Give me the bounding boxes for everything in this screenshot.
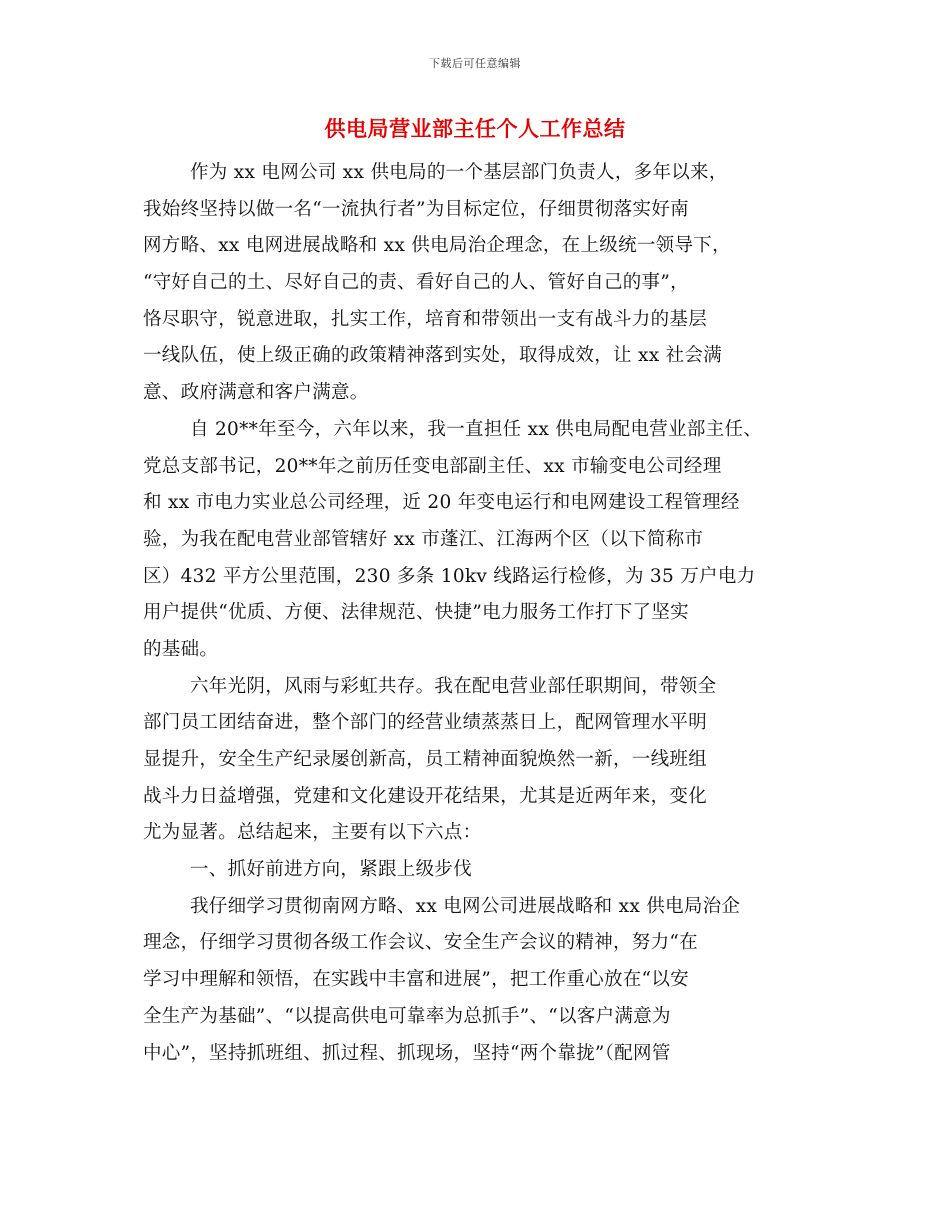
document-title: 供电局营业部主任个人工作总结 xyxy=(324,116,626,141)
text-line: 学习中理解和领悟，在实践中丰富和进展”，把工作重心放在“以安 xyxy=(143,969,689,991)
text-line: 恪尽职守，锐意进取，扎实工作，培育和带领出一支有战斗力的基层 xyxy=(143,308,708,330)
text-line: 部门员工团结奋进，整个部门的经营业绩蒸蒸日上，配网管理水平明 xyxy=(143,712,708,734)
text-line: 中心”，坚持抓班组、抓过程、抓现场，坚持“两个靠拢”（配网管 xyxy=(143,1042,671,1064)
paragraph-4 xyxy=(143,889,823,1072)
text-line: 我始终坚持以做一名“一流执行者”为目标定位，仔细贯彻落实好南 xyxy=(143,198,689,220)
text-line: 用户提供“优质、方便、法律规范、快捷”电力服务工作打下了坚实 xyxy=(143,602,689,624)
text-line: 意、政府满意和客户满意。 xyxy=(143,382,369,404)
section-heading: 一、抓好前进方向，紧跟上级步伐 xyxy=(190,859,473,881)
section-heading-1 xyxy=(143,852,823,889)
text-line: 全生产为基础”、“以提高供电可靠率为总抓手”、“以客户满意为 xyxy=(143,1005,671,1027)
text-line: 战斗力日益增强，党建和文化建设开花结果，尤其是近两年来，变化 xyxy=(143,785,708,807)
text-line: 显提升，安全生产纪录屡创新高，员工精神面貌焕然一新，一线班组 xyxy=(143,749,708,770)
paragraph-1 xyxy=(143,155,823,412)
text-line: 我仔细学习贯彻南网方略、xx 电网公司进展战略和 xx 供电局治企 xyxy=(190,895,741,917)
text-line: “守好自己的土、尽好自己的责、看好自己的人、管好自己的事”， xyxy=(143,272,689,294)
text-line: 自 20**年至今，六年以来，我一直担任 xx 供电局配电营业部主任、 xyxy=(190,418,763,440)
text-line: 的基础。 xyxy=(143,638,219,660)
text-line: 理念，仔细学习贯彻各级工作会议、安全生产会议的精神，努力“在 xyxy=(143,932,698,954)
text-line: 一线队伍，使上级正确的政策精神落到实处，取得成效，让 xx 社会满 xyxy=(143,345,723,367)
text-line: 党总支部书记，20**年之前历任变电部副主任、xx 市输变电公司经理 xyxy=(143,455,722,477)
text-line: 和 xx 市电力实业总公司经理，近 20 年变电运行和电网建设工程管理经 xyxy=(143,492,740,514)
paragraph-2 xyxy=(143,412,823,669)
text-line: 验，为我在配电营业部管辖好 xx 市蓬江、江海两个区（以下简称市 xyxy=(143,528,704,550)
text-line: 尤为显著。总结起来，主要有以下六点： xyxy=(143,822,482,844)
page-header: 下载后可任意编辑 xyxy=(429,57,521,70)
text-line: 网方略、xx 电网进展战略和 xx 供电局治企理念，在上级统一领导下， xyxy=(143,235,731,257)
text-line: 六年光阴，风雨与彩虹共存。我在配电营业部任职期间，带领全 xyxy=(190,675,717,697)
text-line: 区）432 平方公里范围，230 多条 10kv 线路运行检修，为 35 万户电力 xyxy=(143,565,756,587)
document-body xyxy=(143,155,823,1072)
text-line: 作为 xx 电网公司 xx 供电局的一个基层部门负责人，多年以来， xyxy=(190,162,728,183)
paragraph-3 xyxy=(143,669,823,852)
